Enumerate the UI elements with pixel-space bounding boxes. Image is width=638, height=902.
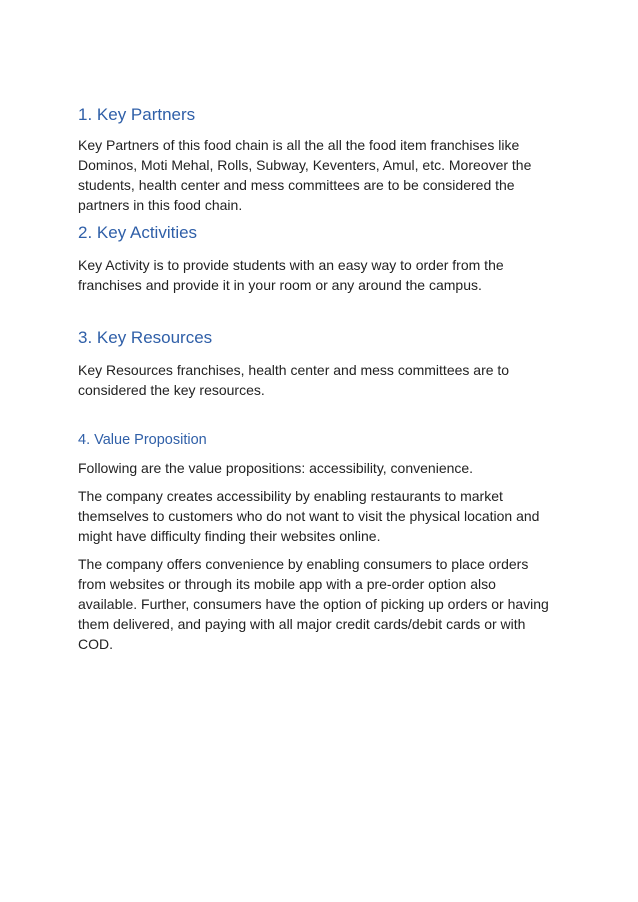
section-heading-key-resources: 3. Key Resources (78, 328, 213, 347)
value-proposition-convenience-paragraph: The company offers convenience by enabling consumers to place orders from websites or through its mobile app with a pre-order option also available. Further, consumers have the option of picking up orders or having them delivered, and paying with all major credit cards/debit cards or with COD. (78, 556, 549, 652)
section-heading-key-partners: 1. Key Partners (78, 105, 196, 124)
value-proposition-intro-paragraph: Following are the value propositions: accessibility, convenience. (78, 460, 474, 476)
section-heading-key-activities: 2. Key Activities (78, 223, 198, 242)
key-resources-paragraph: Key Resources franchises, health center and mess committees are to considered the key resources. (78, 362, 510, 398)
value-proposition-accessibility-paragraph: The company creates accessibility by enabling restaurants to market themselves to customers who do not want to visit the physical location and might have difficulty finding their websites online. (78, 488, 540, 544)
section-heading-value-proposition: 4. Value Proposition (78, 432, 207, 448)
key-activities-paragraph: Key Activity is to provide students with an easy way to order from the franchises and provide it in your room or any around the campus. (78, 257, 504, 293)
key-partners-paragraph: Key Partners of this food chain is all the all the food item franchises like Dominos, Moti Mehal, Rolls, Subway, Keventers, Amul, etc. Moreover the students, health center and mess committees are to be considered the partners in this food chain. (78, 137, 532, 213)
document-content (78, 104, 558, 654)
